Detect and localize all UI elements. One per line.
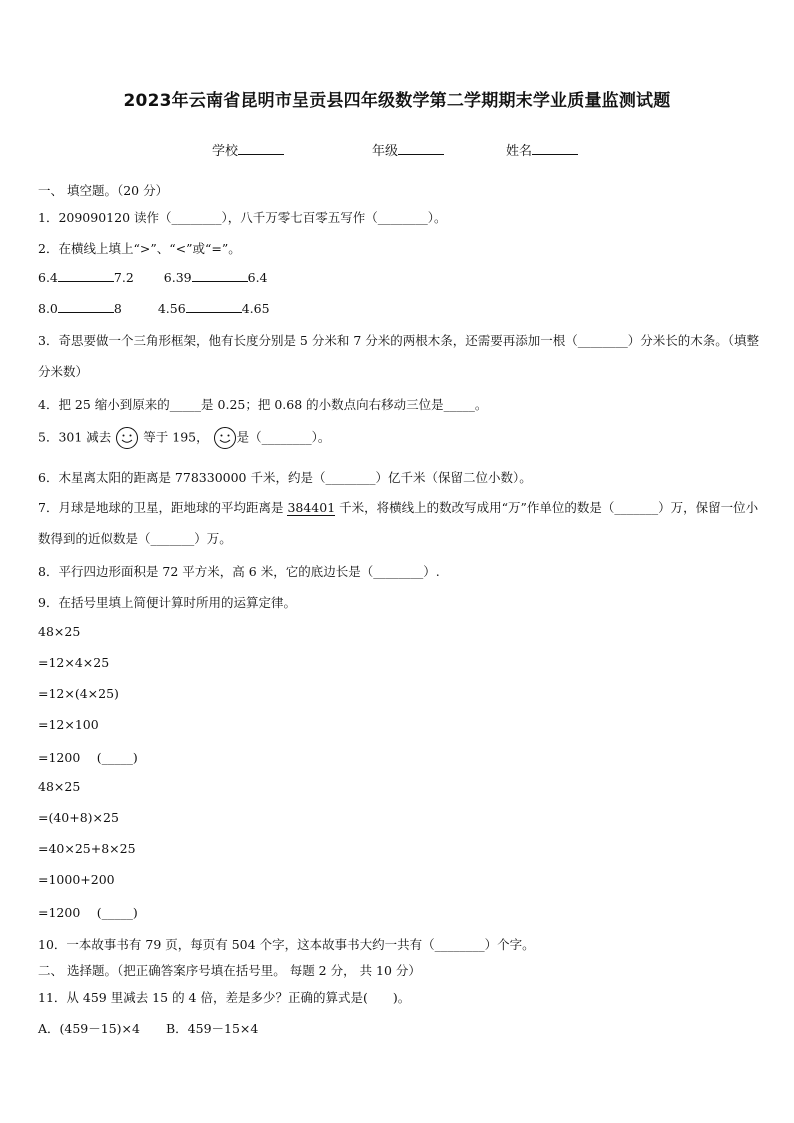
question-7: [38, 492, 760, 554]
q2-row2-blank-1[interactable]: [58, 302, 114, 313]
question-1: 1．209090120 读作（________），八千万零七百零五写作（________）。: [38, 210, 447, 225]
q7-underlined-number: 384401: [287, 500, 336, 515]
q5-suffix: 是（________）。: [236, 429, 331, 445]
q2-row-2: [38, 301, 270, 316]
question-11: 11．从 459 里减去 15 的 4 倍，差是多少？正确的算式是( )。: [38, 990, 411, 1005]
question-10: 10．一本故事书有 79 页，每页有 504 个字，这本故事书大约一共有（________）个字。: [38, 937, 535, 952]
page-title: 2023年云南省昆明市呈贡县四年级数学第二学期期末学业质量监测试题: [123, 91, 671, 111]
smiley-face-icon: [115, 426, 139, 450]
q2-row2-blank-2[interactable]: [186, 302, 242, 313]
q2-row1-blank-1[interactable]: [58, 271, 114, 282]
q2-row1-d: 6.4: [247, 270, 268, 285]
question-6: 6．木星离太阳的距离是 778330000 千米，约是（________）亿千米（保留二位小数）。: [38, 470, 532, 485]
q9-a-step-1: 48×25: [38, 624, 81, 639]
smiley-face-icon: [213, 426, 237, 450]
q2-row2-c: 4.56: [157, 301, 186, 316]
grade-field[interactable]: [372, 140, 444, 159]
section-1-heading: 一、 填空题。（20 分）: [38, 183, 169, 198]
q9-b-step-4: =1000+200: [38, 872, 115, 887]
q2-row1-a: 6.4: [38, 270, 58, 285]
school-blank[interactable]: [238, 142, 284, 155]
question-4: 4．把 25 缩小到原来的_____是 0.25；把 0.68 的小数点向右移动三位是_____。: [38, 397, 488, 412]
q11-option-a[interactable]: A．(459－15)×4: [38, 1021, 140, 1036]
q9-b-step-5: =1200 (_____): [38, 905, 138, 920]
q2-row2-d: 4.65: [241, 301, 270, 316]
q11-options: [38, 1019, 258, 1037]
q9-b-step-3: =40×25+8×25: [38, 841, 136, 856]
q2-row2-a: 8.0: [38, 301, 58, 316]
name-field[interactable]: [506, 140, 578, 159]
q9-a-step-5: =1200 (_____): [38, 750, 138, 765]
q5-middle: 等于 195，: [143, 429, 209, 445]
name-blank[interactable]: [532, 142, 578, 155]
q9-a-step-2: =12×4×25: [38, 655, 110, 670]
q2-row2-b: 8: [113, 301, 122, 316]
q2-row1-blank-2[interactable]: [192, 271, 248, 282]
name-label: 姓名: [506, 144, 533, 159]
question-8: 8．平行四边形面积是 72 平方米，高 6 米，它的底边长是（________）.: [38, 564, 440, 579]
grade-label: 年级: [372, 144, 399, 159]
q2-row1-c: 6.39: [163, 270, 192, 285]
q2-row1-b: 7.2: [113, 270, 134, 285]
school-field[interactable]: [212, 140, 284, 159]
q7-before: 7．月球是地球的卫星，距地球的平均距离是: [38, 500, 288, 515]
question-5: [38, 426, 330, 450]
question-2: 2．在横线上填上“>”、“<”或“=”。: [38, 241, 241, 256]
question-3: 3．奇思要做一个三角形框架，他有长度分别是 5 分米和 7 分米的两根木条，还需要再添加一根（________）分米长的木条。（填整分米数）: [38, 333, 760, 379]
q11-option-b[interactable]: B．459－15×4: [165, 1021, 259, 1036]
q7-after: 千米，将横线上的数改写成用“万”作单位的数是（_______）万，保留一位小数得到的近似数是（_______）万。: [38, 500, 759, 546]
q5-prefix: 5．301 减去: [38, 429, 112, 445]
section-2-heading: 二、 选择题。（把正确答案序号填在括号里。 每题 2 分， 共 10 分）: [38, 963, 421, 978]
q9-a-step-4: =12×100: [38, 717, 99, 732]
school-label: 学校: [212, 144, 239, 159]
q9-b-step-2: =(40+8)×25: [38, 810, 119, 825]
q2-row-1: [38, 270, 268, 285]
grade-blank[interactable]: [398, 142, 444, 155]
q9-b-step-1: 48×25: [38, 779, 81, 794]
question-9: 9．在括号里填上简便计算时所用的运算定律。: [38, 595, 296, 610]
q9-a-step-3: =12×(4×25): [38, 686, 119, 701]
